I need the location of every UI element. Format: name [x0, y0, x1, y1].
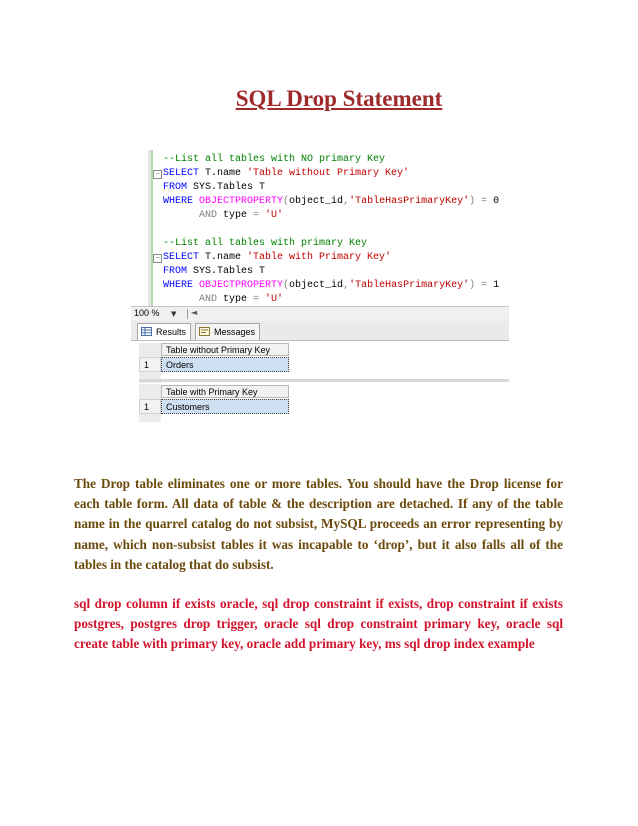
code-token: 1: [493, 280, 500, 291]
code-token: 'TableHasPrimaryKey': [349, 196, 470, 207]
code-token: OBJECTPROPERTY: [199, 280, 284, 291]
code-line[interactable]: [163, 167, 409, 181]
code-token: ,: [343, 280, 350, 291]
code-token: (: [283, 196, 290, 207]
grid2-row-number[interactable]: 1: [139, 399, 161, 414]
code-token: OBJECTPROPERTY: [199, 196, 284, 207]
collapse-icon[interactable]: −: [153, 170, 162, 179]
zoom-level[interactable]: 100 %: [134, 308, 160, 318]
code-line[interactable]: [163, 265, 265, 279]
ssms-screenshot: [131, 150, 509, 422]
document-title-wrap: [0, 86, 638, 112]
code-line[interactable]: [163, 293, 283, 307]
tab-results[interactable]: [137, 323, 191, 340]
code-token: 'U': [265, 210, 284, 221]
tab-messages[interactable]: [195, 323, 260, 340]
grid-icon: [141, 327, 152, 336]
code-token: ,: [343, 196, 350, 207]
code-token: WHERE: [163, 196, 200, 207]
code-token: SYS.Tables T: [193, 182, 266, 193]
body-paragraph: The Drop table eliminates one or more tables. You should have the Drop license for each table form. All data of table & the description are detached. If any of the table name in the quarrel catalog do not subsist, MySQL proceeds an error representing by name, which non-subsist tables it was incapable to ‘drop’, but it also falls all of the tables in the catalog that do subsist.: [74, 476, 563, 572]
code-token: WHERE: [163, 280, 200, 291]
code-token: =: [253, 210, 266, 221]
grid2-column-header[interactable]: Table with Primary Key: [161, 385, 289, 398]
code-token: 'U': [265, 294, 284, 305]
code-token: ) =: [469, 280, 494, 291]
code-token: type: [223, 210, 254, 221]
grid1-cell[interactable]: Orders: [161, 357, 289, 372]
code-token: ) =: [469, 196, 494, 207]
grid1-row-number[interactable]: 1: [139, 357, 161, 372]
code-line[interactable]: [163, 181, 265, 195]
sql-code-editor: [131, 150, 509, 306]
code-token: --List all tables with primary Key: [163, 238, 368, 249]
code-token: 'Table with Primary Key': [247, 252, 392, 263]
code-line[interactable]: [163, 237, 367, 251]
code-token: =: [253, 294, 266, 305]
code-line[interactable]: [163, 251, 391, 265]
code-token: SYS.Tables T: [193, 266, 266, 277]
code-token: 0: [493, 196, 500, 207]
code-token: FROM: [163, 266, 194, 277]
code-token: SELECT: [163, 252, 206, 263]
messages-icon: [199, 327, 210, 336]
collapse-icon[interactable]: −: [153, 254, 162, 263]
tab-messages-label: Messages: [214, 327, 256, 337]
divider: [187, 309, 188, 319]
code-token: SELECT: [163, 168, 206, 179]
code-token: 'TableHasPrimaryKey': [349, 280, 470, 291]
code-token: FROM: [163, 182, 194, 193]
page-title: SQL Drop Statement: [235, 86, 443, 111]
chevron-down-icon[interactable]: ▼: [171, 310, 177, 318]
code-token: type: [223, 294, 254, 305]
code-line[interactable]: [163, 153, 385, 167]
keywords-paragraph: sql drop column if exists oracle, sql drop constraint if exists, drop constraint if exists postgres, postgres drop trigger, oracle sql drop constraint primary key, oracle sql create table with primary key, oracle add primary key, ms sql drop index example: [74, 596, 563, 652]
code-token: (: [283, 280, 290, 291]
grid1-column-header[interactable]: Table without Primary Key: [161, 343, 289, 356]
results-pane: [131, 341, 509, 422]
code-token: 'Table without Primary Key': [247, 168, 410, 179]
code-token: T.name: [205, 252, 248, 263]
code-token: AND: [163, 294, 224, 305]
tab-results-label: Results: [156, 327, 187, 337]
grid-splitter[interactable]: [139, 379, 509, 382]
code-token: object_id: [289, 196, 344, 207]
code-token: T.name: [205, 168, 248, 179]
zoom-bar: [131, 306, 509, 322]
code-token: object_id: [289, 280, 344, 291]
results-tabs: [131, 321, 509, 341]
code-token: AND: [163, 210, 224, 221]
grid2-cell[interactable]: Customers: [161, 399, 289, 414]
code-line[interactable]: [163, 279, 499, 293]
scroll-left-icon[interactable]: ◄: [191, 308, 198, 317]
code-line[interactable]: [163, 195, 499, 209]
code-token: --List all tables with NO primary Key: [163, 154, 386, 165]
code-line[interactable]: [163, 209, 283, 223]
